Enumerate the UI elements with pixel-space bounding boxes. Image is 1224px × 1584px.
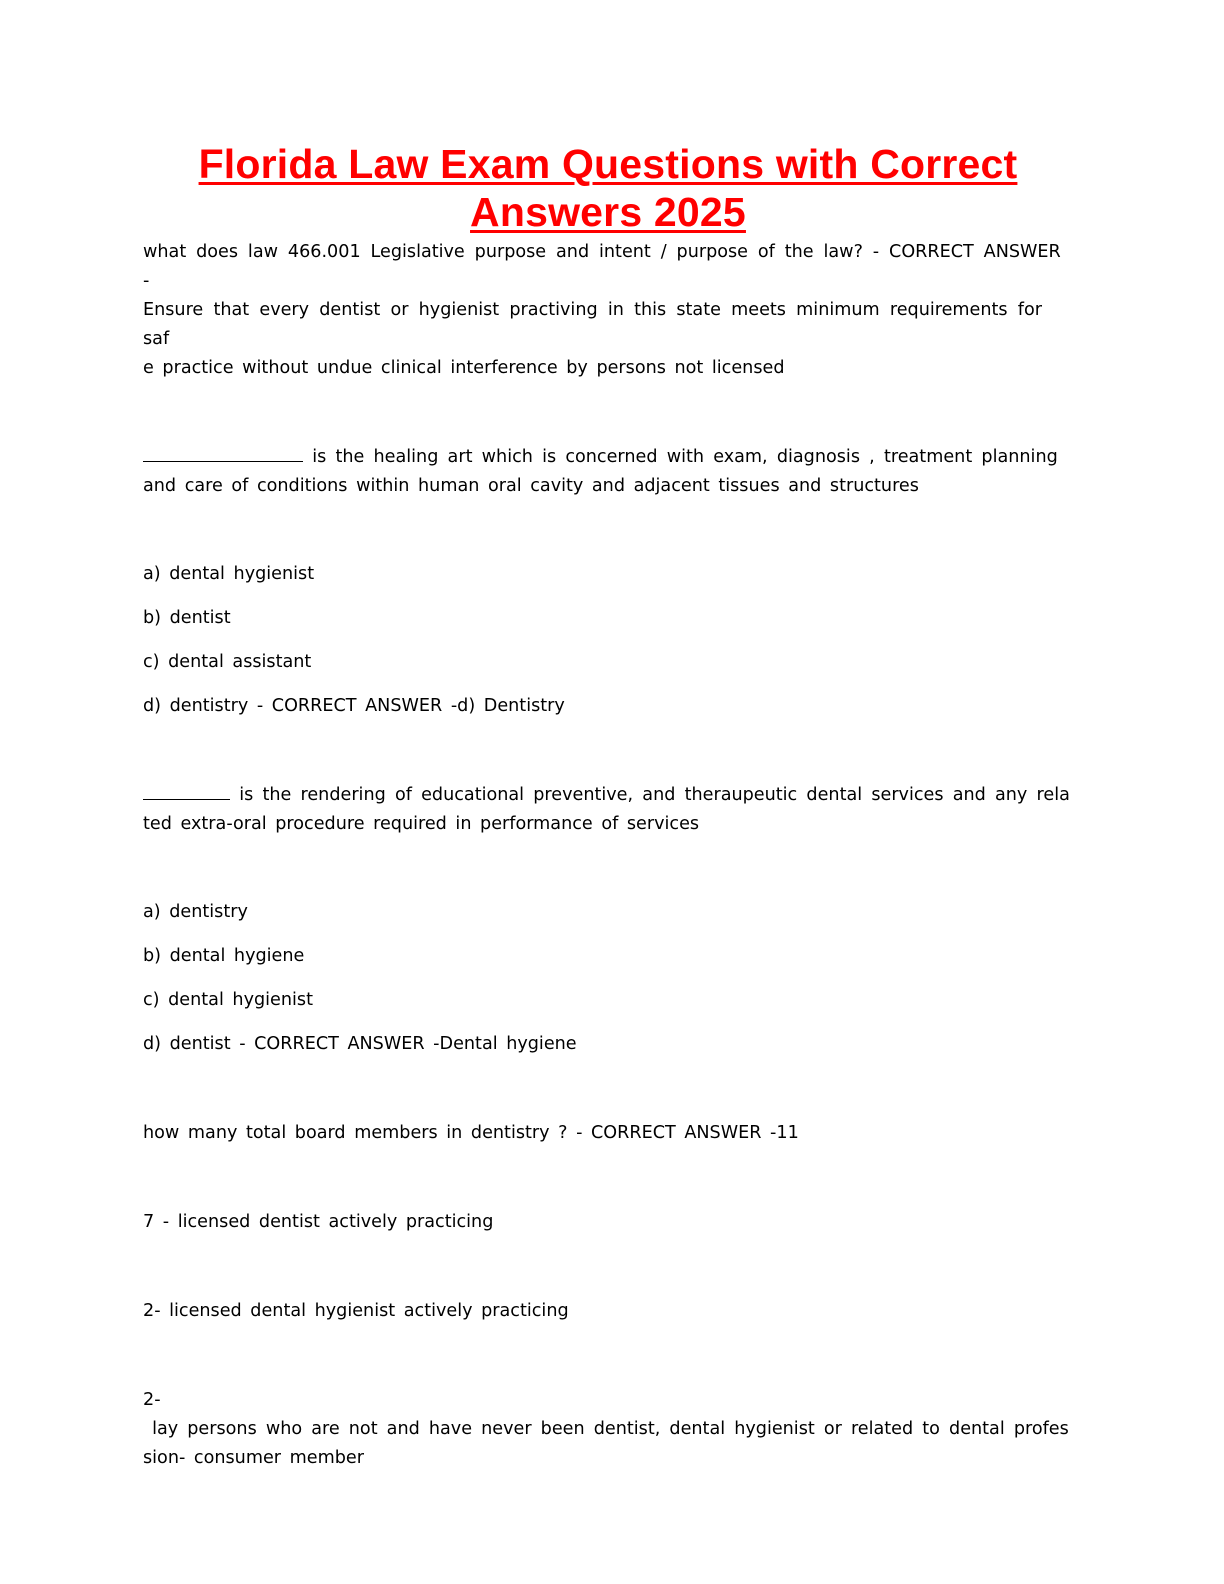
q2-line-1 [143, 443, 1073, 472]
q2-option-c: c) dental assistant [143, 652, 312, 672]
q3-option-d: d) dentist - CORRECT ANSWER -Dental hygiene [143, 1034, 577, 1054]
question-1 [143, 238, 1073, 383]
q2-line-1-text: is the healing art which is concerned with exam, diagnosis , treatment planning [303, 447, 1058, 467]
document-page [143, 140, 1073, 1473]
q1-line-2: Ensure that every dentist or hygienist practiving in this state meets minimum requirements for saf [143, 300, 1053, 349]
question-2-options [143, 560, 1073, 721]
answer-blank [143, 781, 230, 800]
question-4 [143, 1119, 1073, 1473]
answer-blank [143, 443, 303, 462]
q4-item-1: 7 - licensed dentist actively practicing [143, 1212, 494, 1232]
q2-option-a: a) dental hygienist [143, 564, 315, 584]
q4-question: how many total board members in dentistry ? - CORRECT ANSWER -11 [143, 1123, 799, 1143]
q3-option-c: c) dental hygienist [143, 990, 313, 1010]
q3-option-a: a) dentistry [143, 902, 248, 922]
document-title [143, 140, 1073, 236]
q2-line-2: and care of conditions within human oral cavity and adjacent tissues and structures [143, 476, 919, 496]
q4-item-3-line-1: lay persons who are not and have never been dentist, dental hygienist or related to dental profes [143, 1419, 1069, 1439]
q4-item-2: 2- licensed dental hygienist actively practicing [143, 1301, 569, 1321]
question-3-options [143, 898, 1073, 1059]
title-line-1: Florida Law Exam Questions with Correct [198, 141, 1018, 187]
q1-line-1: what does law 466.001 Legislative purpose and intent / purpose of the law? - CORRECT ANSWER - [143, 242, 1071, 291]
q3-option-b: b) dental hygiene [143, 946, 305, 966]
q4-item-3-label: 2- [143, 1390, 161, 1410]
q2-option-b: b) dentist [143, 608, 231, 628]
q2-option-d: d) dentistry - CORRECT ANSWER -d) Dentistry [143, 696, 565, 716]
question-2 [143, 443, 1073, 501]
question-3 [143, 781, 1073, 839]
q3-line-1 [143, 781, 1073, 810]
q1-line-3: e practice without undue clinical interference by persons not licensed [143, 358, 785, 378]
title-line-2: Answers 2025 [470, 189, 746, 235]
q3-line-2: ted extra-oral procedure required in performance of services [143, 814, 700, 834]
q3-line-1-text: is the rendering of educational preventive, and theraupeutic dental services and any rela [230, 785, 1070, 805]
q4-item-3-line-2: sion- consumer member [143, 1448, 364, 1468]
